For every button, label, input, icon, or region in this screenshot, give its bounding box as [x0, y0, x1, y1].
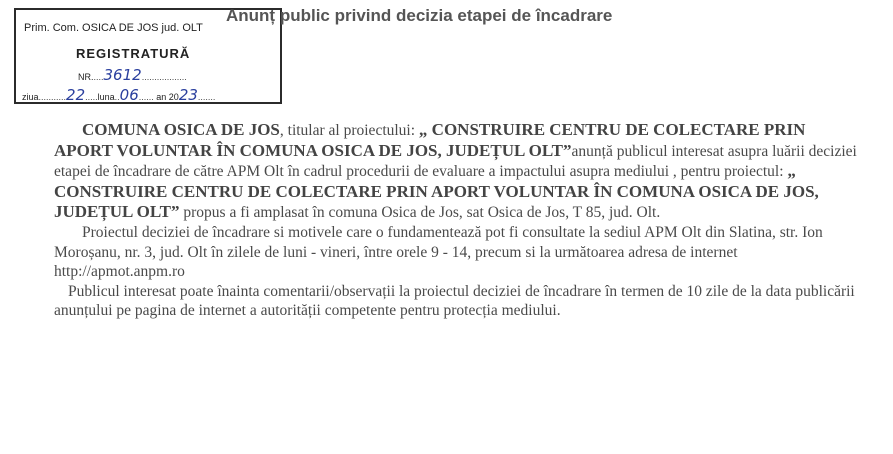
stamp-nr-value: 3612 [103, 66, 142, 84]
paragraph-comments: Publicul interesat poate înainta comentarii/observații la proiectul deciziei de încadrare în termen de 10 zile de la data publicării anunțului pe pagina de internet a autorității competente pentru protecția mediului. [54, 282, 855, 320]
notice-heading: Anunț public privind decizia etapei de încadrare [226, 6, 613, 25]
stamp-title: REGISTRATURĂ [76, 46, 191, 61]
paragraph-announcement [54, 120, 864, 223]
stamp-number-line: NR.....3612.................. [78, 66, 187, 84]
stamp-an-value: 23 [178, 86, 198, 104]
stamp-ziua-label: ziua [22, 92, 39, 102]
stamp-luna-value: 06 [119, 86, 139, 104]
titular-text: , titular al proiectului: [279, 122, 416, 139]
project-name: „ CONSTRUIRE CENTRU DE COLECTARE PRIN APORT VOLUNTAR ÎN COMUNA OSICA DE JOS, JUDEȚUL OLT” [54, 120, 806, 160]
notice-body [54, 120, 864, 321]
titular-name: COMUNA OSICA DE JOS [82, 120, 280, 139]
stamp-date-line: ziua...........22.....luna..06...... an 2023....... [22, 86, 216, 104]
location-text: propus a fi amplasat în comuna Osica de Jos, sat Osica de Jos, T 85, jud. Olt. [183, 204, 661, 222]
stamp-an-label: an 20 [156, 92, 179, 102]
announce-text: anunță publicul interesat asupra luării deciziei etapei de încadrare de către APM Olt în cadrul procedurii de evaluare a impactului asupra mediului , pentru proiectul: [54, 142, 857, 181]
stamp-ziua-value: 22 [66, 86, 86, 104]
stamp-luna-label: luna [97, 92, 115, 102]
project-name-repeat: „ CONSTRUIRE CENTRU DE COLECTARE PRIN APORT VOLUNTAR ÎN COMUNA OSICA DE JOS, JUDEȚUL OLT” [54, 161, 819, 222]
paragraph-consultation: Proiectul deciziei de încadrare si motivele care o fundamentează pot fi consultate la sediul APM Olt din Slatina, str. Ion Moroșanu, nr. 3, jud. Olt în zilele de luni - vineri, între orele 9 - 14, precum si la următoarea adresa de internet http://apmot.anpm.ro [54, 223, 823, 281]
stamp-nr-label: NR. [78, 72, 94, 82]
stamp-institution: Prim. Com. OSICA DE JOS jud. OLT [24, 22, 203, 34]
